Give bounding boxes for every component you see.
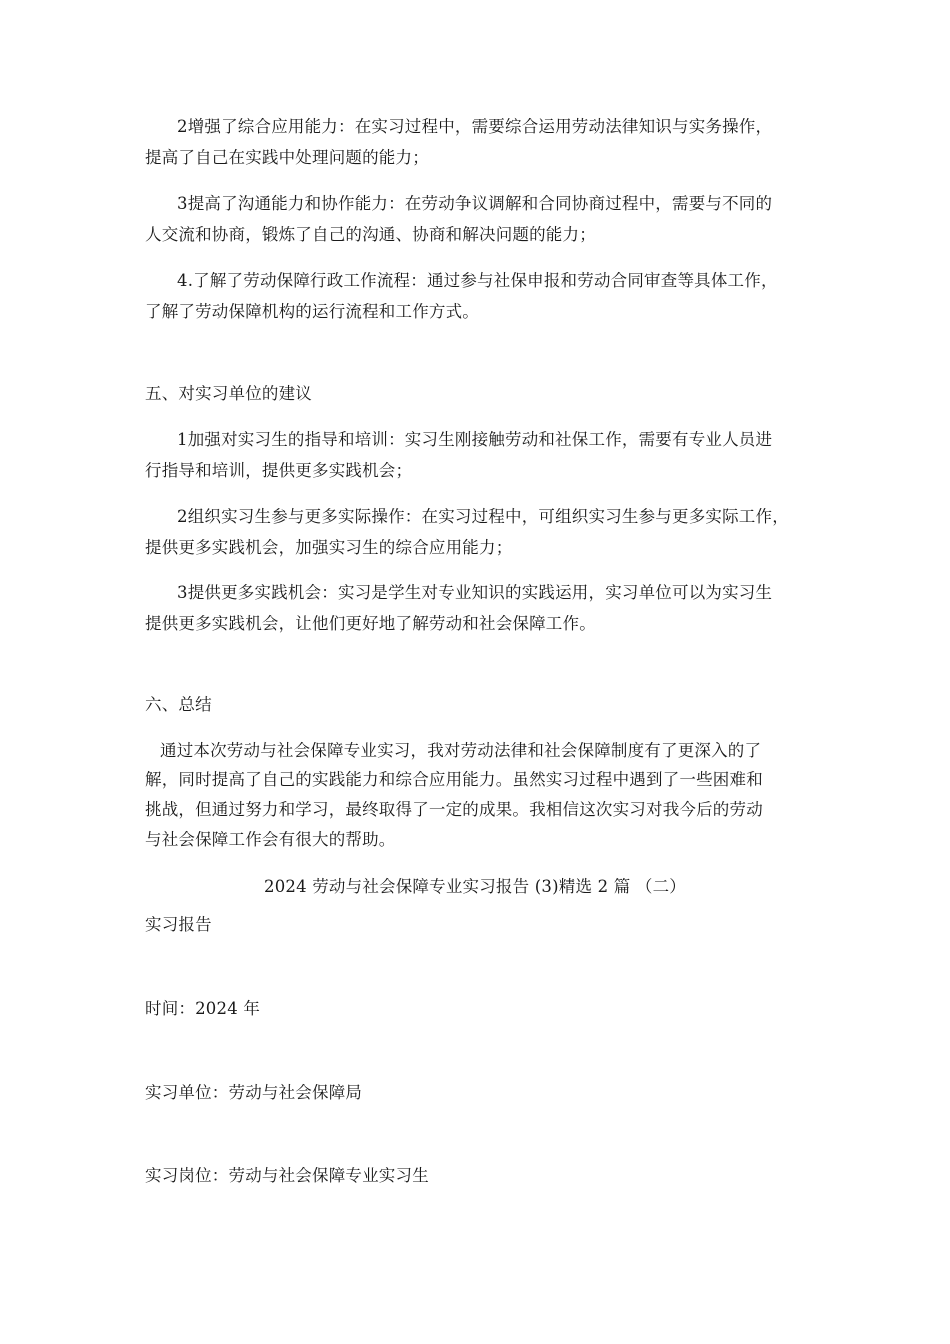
- section5-heading: 五、对实习单位的建议: [145, 384, 312, 403]
- summary-line-1: 通过本次劳动与社会保障专业实习，我对劳动法律和社会保障制度有了更深入的了: [160, 741, 762, 760]
- s5-item-2-line1: 2组织实习生参与更多实际操作：在实习过程中，可组织实习生参与更多实际工作，: [177, 507, 789, 526]
- s4-item-3-line2: 人交流和协商，锻炼了自己的沟通、协商和解决问题的能力；: [145, 225, 596, 244]
- s5-item-1-line1: 1加强对实习生的指导和培训：实习生刚接触劳动和社保工作，需要有专业人员进: [177, 430, 773, 449]
- s5-item-2-line2: 提供更多实践机会，加强实习生的综合应用能力；: [145, 538, 513, 557]
- s4-item-4-line1: 4.了解了劳动保障行政工作流程：通过参与社保申报和劳动合同审查等具体工作，: [177, 271, 778, 290]
- s5-item-3-line1: 3提供更多实践机会：实习是学生对专业知识的实践运用，实习单位可以为实习生: [177, 583, 773, 602]
- s4-item-2-line2: 提高了自己在实践中处理问题的能力；: [145, 148, 429, 167]
- summary-line-2: 解，同时提高了自己的实践能力和综合应用能力。虽然实习过程中遇到了一些困难和: [145, 770, 763, 789]
- summary-line-3: 挑战，但通过努力和学习，最终取得了一定的成果。我相信这次实习对我今后的劳动: [145, 800, 763, 819]
- part2-title: 2024 劳动与社会保障专业实习报告 (3)精选 2 篇 （二）: [264, 877, 686, 896]
- internship-time: 时间：2024 年: [145, 999, 261, 1018]
- s5-item-1-line2: 行指导和培训，提供更多实践机会；: [145, 461, 413, 480]
- internship-unit: 实习单位：劳动与社会保障局: [145, 1083, 363, 1102]
- summary-line-4: 与社会保障工作会有很大的帮助。: [145, 830, 396, 849]
- s4-item-3-line1: 3提高了沟通能力和协作能力：在劳动争议调解和合同协商过程中，需要与不同的: [177, 194, 773, 213]
- s4-item-4-line2: 了解了劳动保障机构的运行流程和工作方式。: [145, 302, 479, 321]
- section6-heading: 六、总结: [145, 695, 212, 714]
- s4-item-2-line1: 2增强了综合应用能力：在实习过程中，需要综合运用劳动法律知识与实务操作，: [177, 117, 773, 136]
- part2-subtitle: 实习报告: [145, 915, 212, 934]
- internship-position: 实习岗位：劳动与社会保障专业实习生: [145, 1166, 429, 1185]
- s5-item-3-line2: 提供更多实践机会，让他们更好地了解劳动和社会保障工作。: [145, 614, 596, 633]
